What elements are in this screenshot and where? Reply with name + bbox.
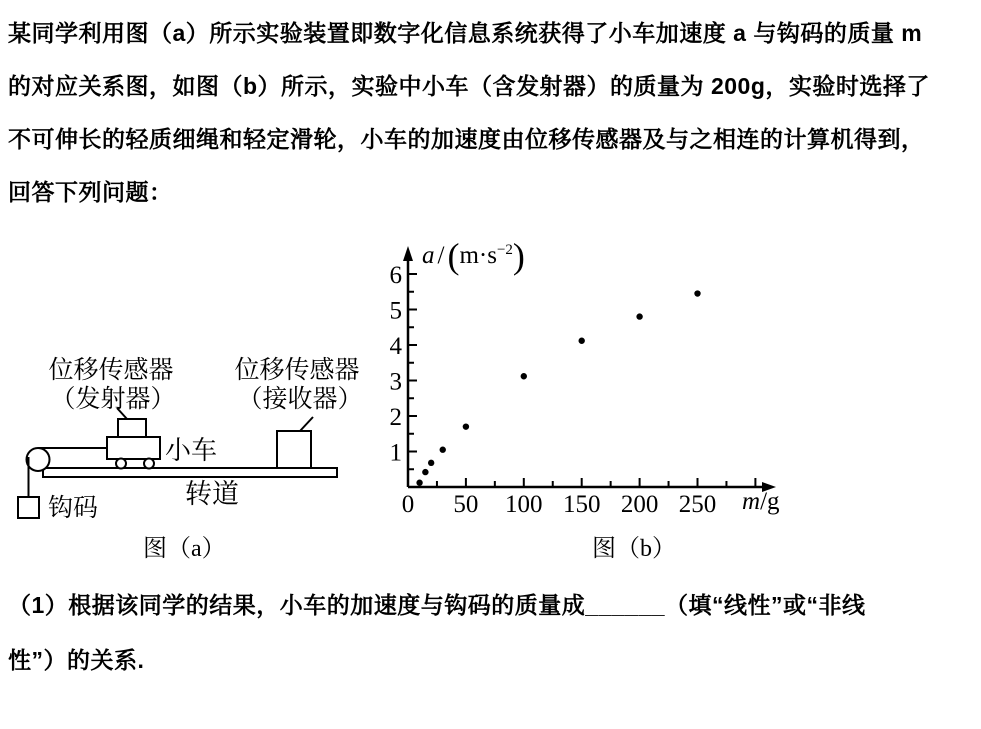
- data-point: [579, 338, 585, 344]
- receiver-antenna-icon: [300, 417, 313, 431]
- problem-line-2: 的对应关系图，如图（b）所示，实验中小车（含发射器）的质量为 200g，实验时选择了: [8, 73, 930, 99]
- data-point: [422, 469, 428, 475]
- figure-a-apparatus: [10, 345, 375, 535]
- problem-line-1: 某同学利用图（a）所示实验装置即数字化信息系统获得了小车加速度 a 与钩码的质量 m: [8, 20, 923, 46]
- y-axis-title: [422, 235, 525, 277]
- x-tick-label: 100: [505, 491, 543, 518]
- x-tick-label: 50: [453, 491, 479, 518]
- cart-shape: [107, 437, 160, 459]
- y-tick-label: 2: [389, 404, 402, 431]
- data-point: [694, 290, 700, 296]
- y-axis-tick-labels: [390, 262, 403, 467]
- y-axis-separator: /: [437, 242, 445, 269]
- problem-line-3: 不可伸长的轻质细绳和轻定滑轮，小车的加速度由位移传感器及与之相连的计算机得到，: [8, 126, 925, 152]
- data-point: [636, 313, 642, 319]
- y-axis-ticks: [408, 274, 417, 469]
- scatter-points: [416, 290, 700, 486]
- figure-a-caption: 图（a）: [143, 536, 226, 562]
- x-axis-unit: /g: [760, 488, 780, 515]
- cart-label: 小车: [165, 436, 218, 465]
- transmitter-shape: [118, 419, 146, 437]
- data-point: [428, 460, 434, 466]
- track-shape: [43, 468, 337, 477]
- y-axis-unit-base: m·s: [459, 242, 497, 269]
- y-axis-open-paren: (: [447, 236, 460, 276]
- cart-wheel-right: [144, 459, 154, 469]
- pulley-icon: [27, 448, 50, 471]
- x-axis-tick-labels: [402, 491, 717, 518]
- question-1: [8, 578, 976, 688]
- receiver-shape: [277, 431, 311, 468]
- data-point: [440, 447, 446, 453]
- figure-b-chart: [388, 232, 788, 527]
- y-axis-symbol: a: [422, 242, 435, 269]
- y-axis-unit-exponent: −2: [496, 242, 513, 258]
- track-label: 转道: [185, 479, 239, 509]
- problem-line-4: 回答下列问题：: [8, 179, 173, 205]
- weight-shape: [18, 497, 39, 518]
- weight-label: 钩码: [48, 495, 99, 522]
- data-point: [463, 423, 469, 429]
- x-tick-label: 250: [678, 491, 717, 518]
- y-tick-label: 3: [389, 368, 402, 396]
- x-tick-label: 200: [620, 491, 659, 518]
- question-line-2: 性”）的关系.: [8, 647, 145, 673]
- question-line-1: （1）根据该同学的结果，小车的加速度与钩码的质量成______（填“线性”或“非线: [8, 592, 866, 618]
- cart-wheel-left: [116, 459, 126, 469]
- apparatus-drawing: [10, 345, 375, 535]
- x-tick-label: 150: [562, 491, 601, 518]
- y-tick-label: 4: [389, 333, 402, 360]
- x-axis-symbol: m: [742, 488, 761, 515]
- transmitter-label-line2: （发射器）: [50, 386, 176, 413]
- figure-b-caption: 图（b）: [592, 536, 676, 562]
- y-tick-label: 1: [389, 439, 402, 467]
- receiver-label-line1: 位移传感器: [234, 357, 360, 384]
- y-axis-arrow-icon: [403, 246, 413, 261]
- transmitter-label-line1: 位移传感器: [48, 357, 174, 384]
- problem-statement: [8, 7, 976, 219]
- x-tick-label: 0: [401, 491, 415, 518]
- y-tick-label: 6: [389, 262, 402, 289]
- x-axis-title: [742, 488, 780, 516]
- data-point: [521, 373, 527, 379]
- receiver-label-line2: （接收器）: [237, 386, 363, 413]
- y-tick-label: 5: [389, 297, 402, 325]
- x-axis-ticks: [408, 478, 755, 487]
- data-point: [416, 480, 422, 486]
- y-axis-close-paren: ): [512, 236, 525, 276]
